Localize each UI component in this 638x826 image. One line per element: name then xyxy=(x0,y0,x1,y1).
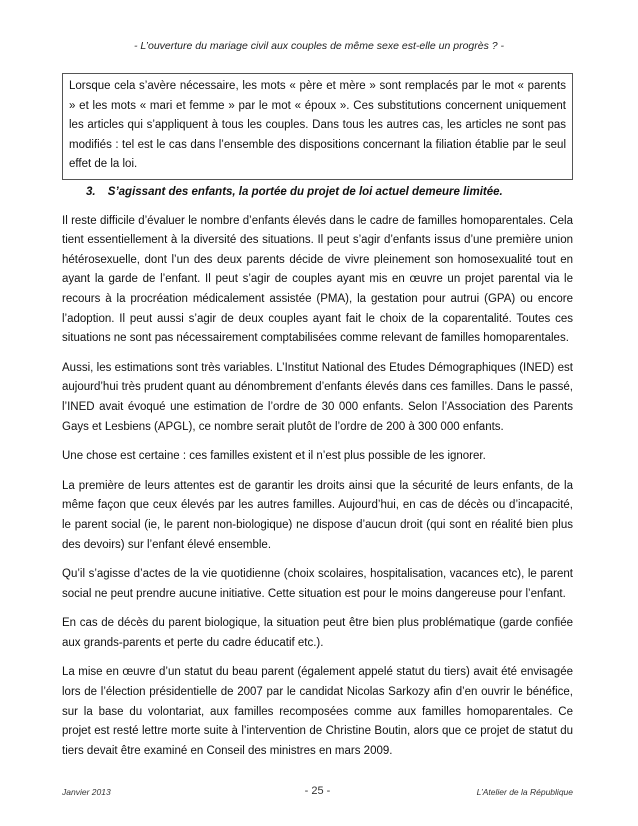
paragraph: La première de leurs attentes est de garantir les droits ainsi que la sécurité de leurs enfants, de la même façon que ceux élevés par les autres familles. Aujourd’hui, en cas de décès ou d’incapacité, le parent social (ie, le parent non-biologique) ne dispose d’aucun droit (qui sont en réalité bien plus des devoirs) sur l’enfant élevé ensemble. xyxy=(62,479,573,551)
page-header: - L’ouverture du mariage civil aux couples de même sexe est-elle un progrès ? - xyxy=(133,40,505,52)
paragraph: Qu’il s’agisse d’actes de la vie quotidienne (choix scolaires, hospitalisation, vacances etc), le parent social ne peut prendre aucune initiative. Cette situation est pour le moins dangereuse pour l’enfant. xyxy=(62,568,573,600)
boxed-note: Lorsque cela s’avère nécessaire, les mots « père et mère » sont remplacés par le mot « parents » et les mots « mari et femme » par le mot « époux ». Ces substitutions concernent uniquement les articles qui s’appliquent à tous les couples. Dans tous les autres cas, les articles ne sont pas modifiés : tel est le cas dans l’ensemble des dispositions concernant la filiation établie par le seul effet de la loi. xyxy=(62,73,573,180)
section-title: S’agissant des enfants, la portée du projet de loi actuel demeure limitée. xyxy=(107,186,503,198)
paragraph: Aussi, les estimations sont très variables. L’Institut National des Etudes Démographiques (INED) est aujourd’hui très prudent quant au dénombrement d’enfants élevés dans ces familles. Dans le passé, l’INED avait évoqué une estimation de l’ordre de 30 000 enfants. Selon l’Association des Parents Gays et Lesbiens (APGL), ce nombre serait plutôt de l’ordre de 200 à 300 000 enfants. xyxy=(62,361,573,433)
paragraph: La mise en œuvre d’un statut du beau parent (également appelé statut du tiers) avait été envisagée lors de l’élection présidentielle de 2007 par le candidat Nicolas Sarkozy afin d’en ouvrir le bénéfice, sur la base du volontariat, aux familles recomposées comme aux familles homoparentales. Ce projet est resté lettre morte suite à l’intervention de Christine Boutin, alors que ce projet de statut du tiers devait être examiné en Conseil des ministres en mars 2009. xyxy=(62,666,573,757)
paragraph: En cas de décès du parent biologique, la situation peut être bien plus problématique (garde confiée aux grands-parents et perte du cadre éducatif etc.). xyxy=(62,617,573,649)
footer-date: Janvier 2013 xyxy=(62,787,111,797)
paragraph: Une chose est certaine : ces familles existent et il n’est plus possible de les ignorer. xyxy=(62,450,486,463)
footer-publisher: L’Atelier de la République xyxy=(476,787,573,797)
section-number: 3. xyxy=(86,186,96,198)
paragraph: Il reste difficile d’évaluer le nombre d’enfants élevés dans le cadre de familles homoparentales. Cela tient essentiellement à la diversité des situations. Il peut s’agir d’enfants issus d’une première union hétérosexuelle, dont l’un des deux parents décide de vivre pleinement son homosexualité tout en ayant la garde de l’enfant. Il peut s’agir de couples ayant mis en œuvre un projet parental via le recours à la procréation médicalement assistée (PMA), la gestation pour autrui (GPA) ou encore l’adoption. Il peut aussi s’agir de deux couples ayant fait le choix de la coparentalité. Toutes ces situations ne sont pas nécessairement comptabilisées comme relevant de familles homoparentales. xyxy=(62,214,573,345)
page-footer xyxy=(62,785,573,799)
section-heading xyxy=(86,183,573,203)
page-number: - 25 - xyxy=(304,785,331,797)
main-content xyxy=(62,183,573,771)
